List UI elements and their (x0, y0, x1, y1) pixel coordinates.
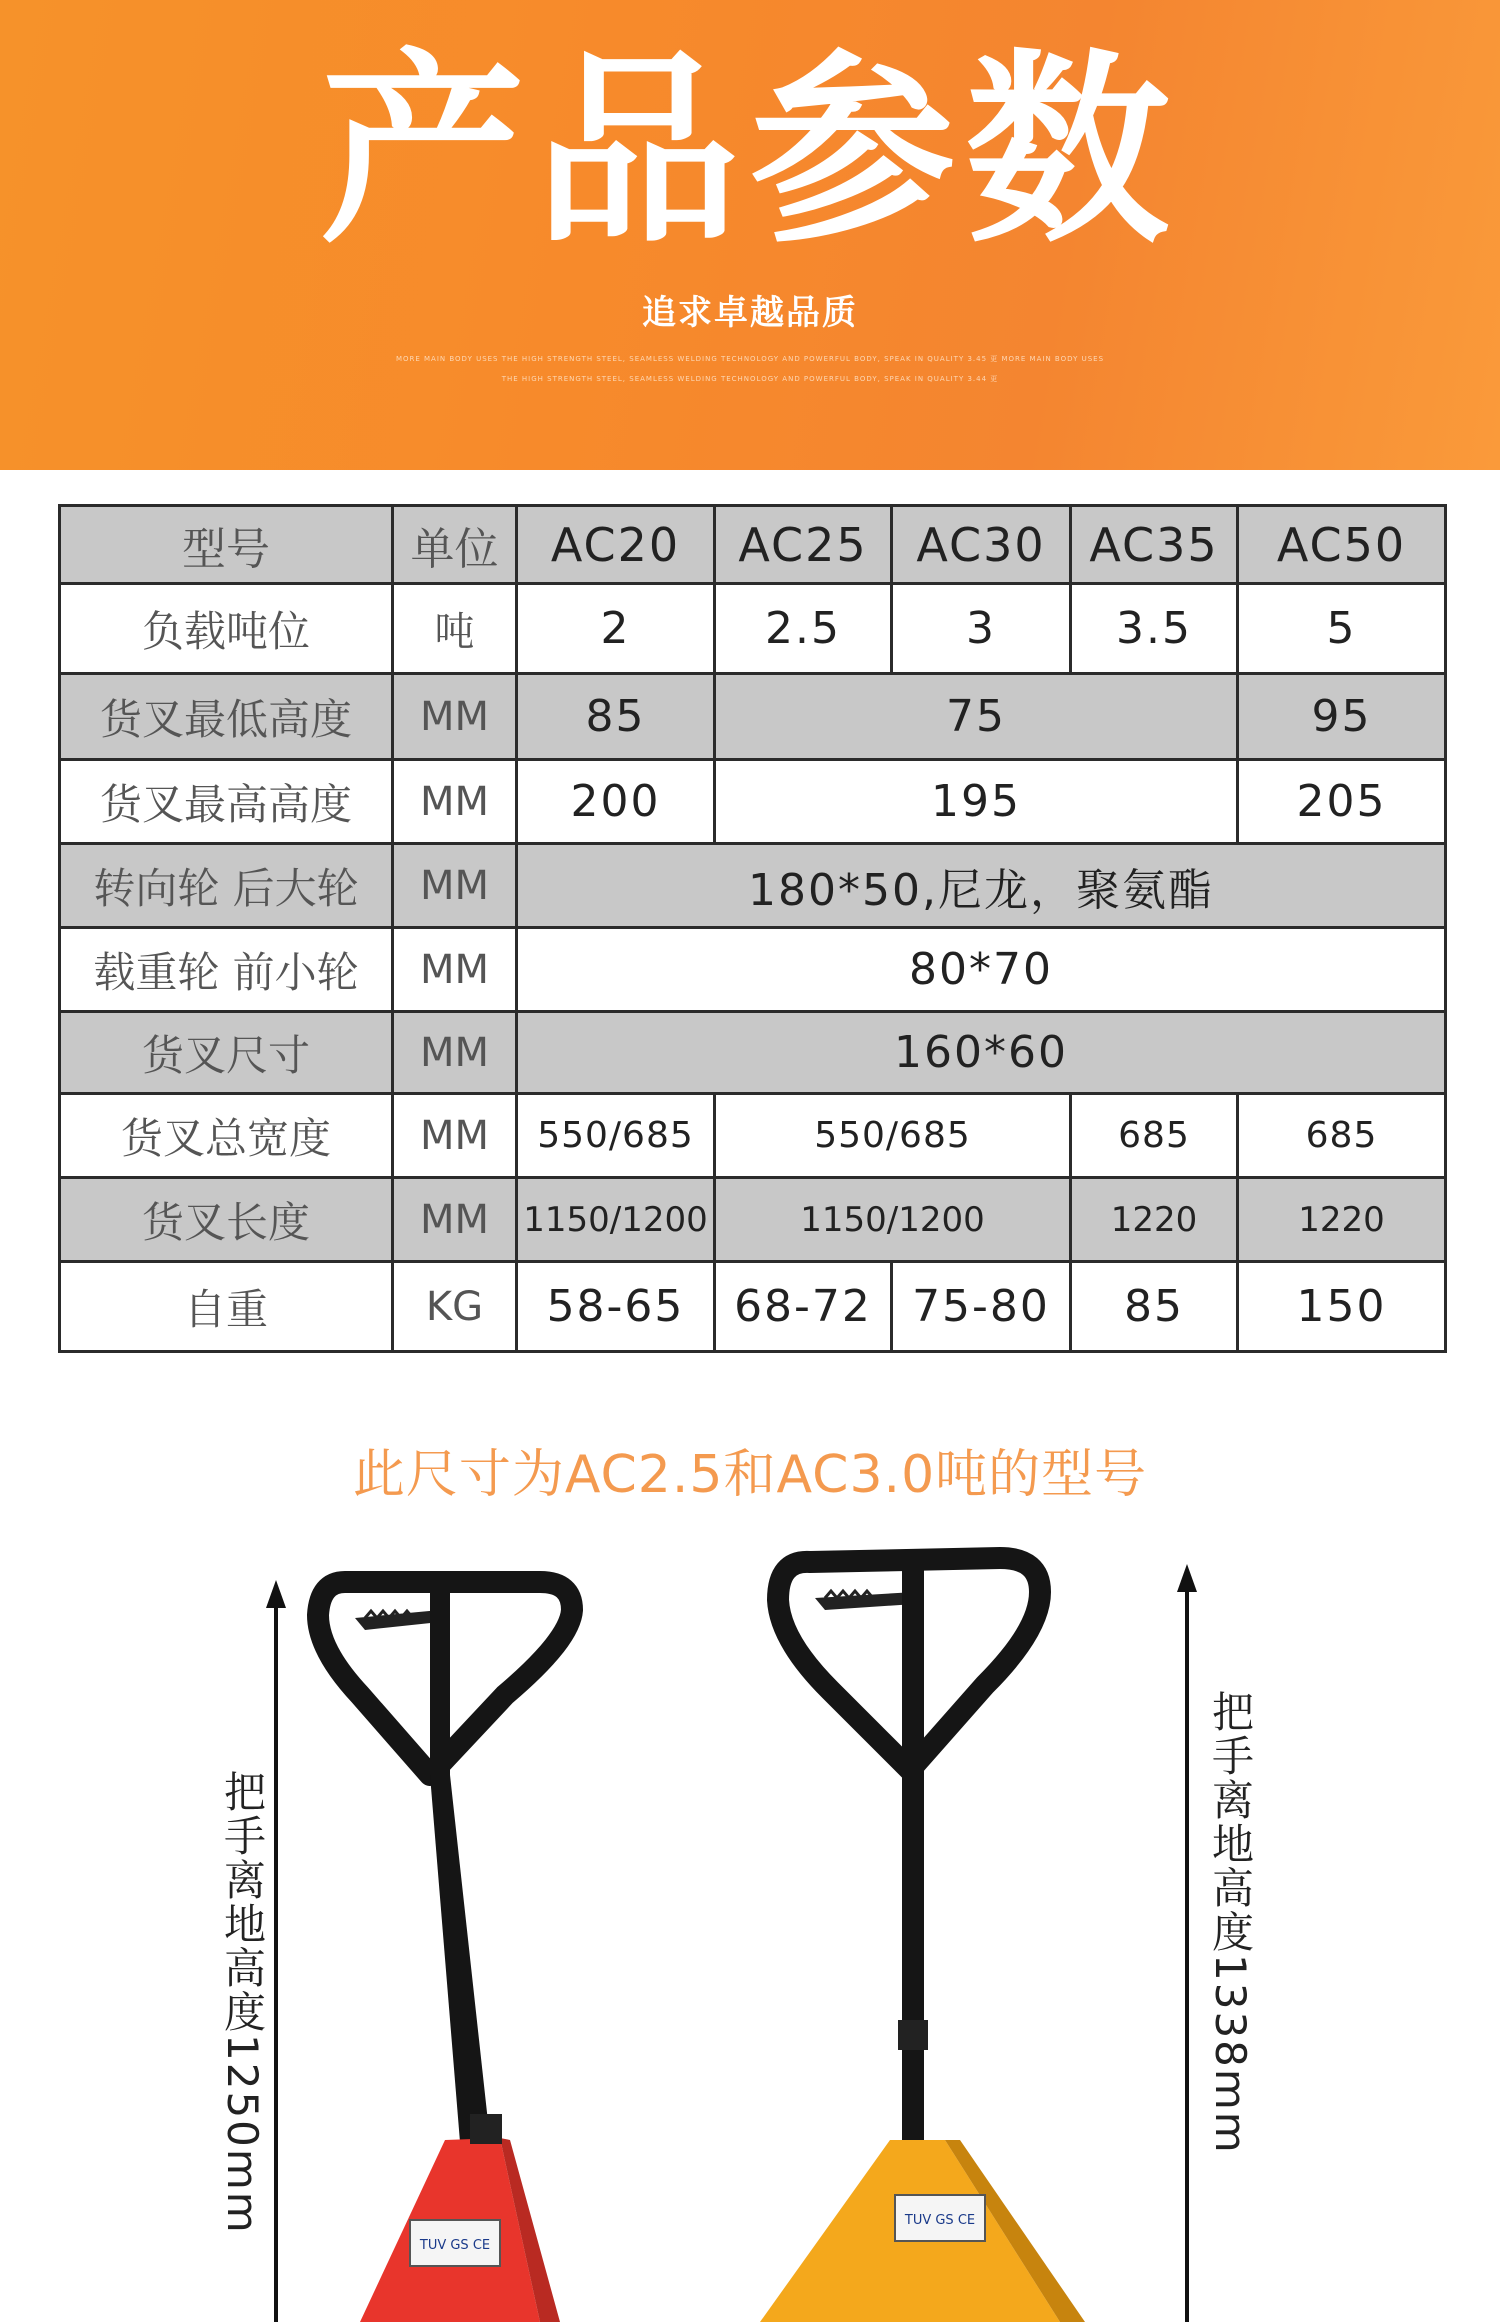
table-row-fork-size (60, 1012, 1446, 1094)
row-label: 自重 (183, 1284, 268, 1334)
row-value: 58-65 (546, 1281, 685, 1332)
right-pallet-truck (760, 1558, 1085, 2322)
model-cell (892, 506, 1071, 584)
row-label: 货叉最高高度 (99, 779, 352, 829)
header-unit: 单位 (410, 523, 499, 575)
row-value: 1220 (1298, 1199, 1385, 1240)
row-unit: MM (419, 1196, 490, 1243)
table-row-fork-min-height (60, 674, 1446, 760)
row-value: 85 (1124, 1281, 1184, 1332)
table-row-steering-wheel (60, 844, 1446, 928)
model-name: AC50 (1276, 517, 1407, 572)
header-label-cell (60, 506, 393, 584)
row-label: 货叉尺寸 (141, 1030, 310, 1080)
row-value: 2 (600, 603, 631, 654)
model-cell (1238, 506, 1446, 584)
table-row-load-wheel (60, 928, 1446, 1012)
svg-text:TUV GS CE: TUV GS CE (419, 2238, 491, 2253)
row-value: 1220 (1110, 1199, 1198, 1240)
row-value: 5 (1326, 603, 1357, 654)
row-value: 195 (931, 776, 1021, 827)
row-label: 货叉总宽度 (120, 1113, 331, 1163)
row-value: 75 (946, 691, 1006, 742)
banner-tagline-2: THE HIGH STRENGTH STEEL, SEAMLESS WELDING TECHNOLOGY AND POWERFUL BODY, SPEAK IN QUALITY 3.44 更 (501, 375, 999, 383)
row-unit: MM (419, 693, 490, 740)
model-name: AC35 (1089, 517, 1219, 572)
left-handle-height-label: 把手离地高度1250mm (218, 1770, 267, 2235)
row-label: 转向轮 后大轮 (93, 863, 359, 913)
banner-tagline-1: MORE MAIN BODY USES THE HIGH STRENGTH STEEL, SEAMLESS WELDING TECHNOLOGY AND POWERFUL BODY, SPEAK IN QUALITY 3.45 更 MORE MAIN BODY USES (395, 355, 1105, 363)
row-value: 95 (1311, 691, 1372, 742)
row-label: 货叉长度 (141, 1197, 310, 1247)
model-cell (715, 506, 892, 584)
left-shaft (430, 1775, 490, 2142)
row-value: 80*70 (909, 944, 1053, 995)
banner-title: 产品参数 (320, 33, 1180, 271)
table-row-fork-total-width (60, 1094, 1446, 1178)
row-value: 180*50,尼龙，聚氨酯 (748, 864, 1214, 916)
row-unit: 吨 (434, 609, 475, 655)
row-value: 685 (1118, 1115, 1190, 1156)
row-label: 负载吨位 (141, 606, 310, 656)
banner-subtitle: 追求卓越品质 (642, 293, 858, 333)
header-banner (0, 0, 1500, 470)
right-shaft (902, 1772, 924, 2142)
row-unit: MM (419, 862, 490, 909)
row-value: 85 (585, 691, 646, 742)
right-handle-height-label: 把手离地高度1338mm (1206, 1690, 1255, 2155)
row-label: 载重轮 前小轮 (93, 947, 359, 997)
row-value: 1150/1200 (523, 1199, 708, 1240)
dimension-caption: 此尺寸为AC2.5和AC3.0吨的型号 (352, 1445, 1148, 1505)
row-unit: KG (425, 1283, 484, 1330)
row-value: 550/685 (814, 1115, 971, 1156)
row-value: 68-72 (734, 1281, 872, 1332)
row-value: 1150/1200 (800, 1199, 985, 1240)
table-row-fork-length (60, 1178, 1446, 1262)
row-value: 75-80 (912, 1281, 1050, 1332)
row-unit: MM (419, 1029, 490, 1076)
row-value: 2.5 (765, 603, 841, 654)
row-value: 3.5 (1116, 603, 1192, 654)
header-unit-cell (393, 506, 517, 584)
table-row-fork-max-height (60, 760, 1446, 844)
row-value: 3 (966, 603, 996, 654)
spec-table (58, 504, 1447, 1353)
table-row-self-weight (60, 1262, 1446, 1352)
model-cell (517, 506, 715, 584)
table-header-row (60, 506, 1446, 584)
left-pallet-truck (318, 1582, 572, 2322)
row-value: 160*60 (894, 1027, 1068, 1078)
row-label: 货叉最低高度 (99, 694, 352, 744)
row-value: 550/685 (537, 1115, 694, 1156)
header-label: 型号 (182, 523, 270, 575)
model-name: AC20 (550, 517, 681, 572)
model-cell (1071, 506, 1238, 584)
model-name: AC30 (916, 517, 1046, 572)
row-unit: MM (419, 1112, 490, 1159)
row-unit: MM (419, 946, 490, 993)
row-value: 150 (1296, 1281, 1387, 1332)
table-row-load-capacity (60, 584, 1446, 674)
row-value: 685 (1305, 1115, 1378, 1156)
row-value: 205 (1296, 776, 1387, 827)
row-unit: MM (419, 778, 490, 825)
svg-text:TUV GS CE: TUV GS CE (904, 2213, 976, 2228)
right-height-arrow-icon (1177, 1564, 1197, 2322)
row-value: 200 (570, 776, 661, 827)
model-name: AC25 (738, 517, 868, 572)
